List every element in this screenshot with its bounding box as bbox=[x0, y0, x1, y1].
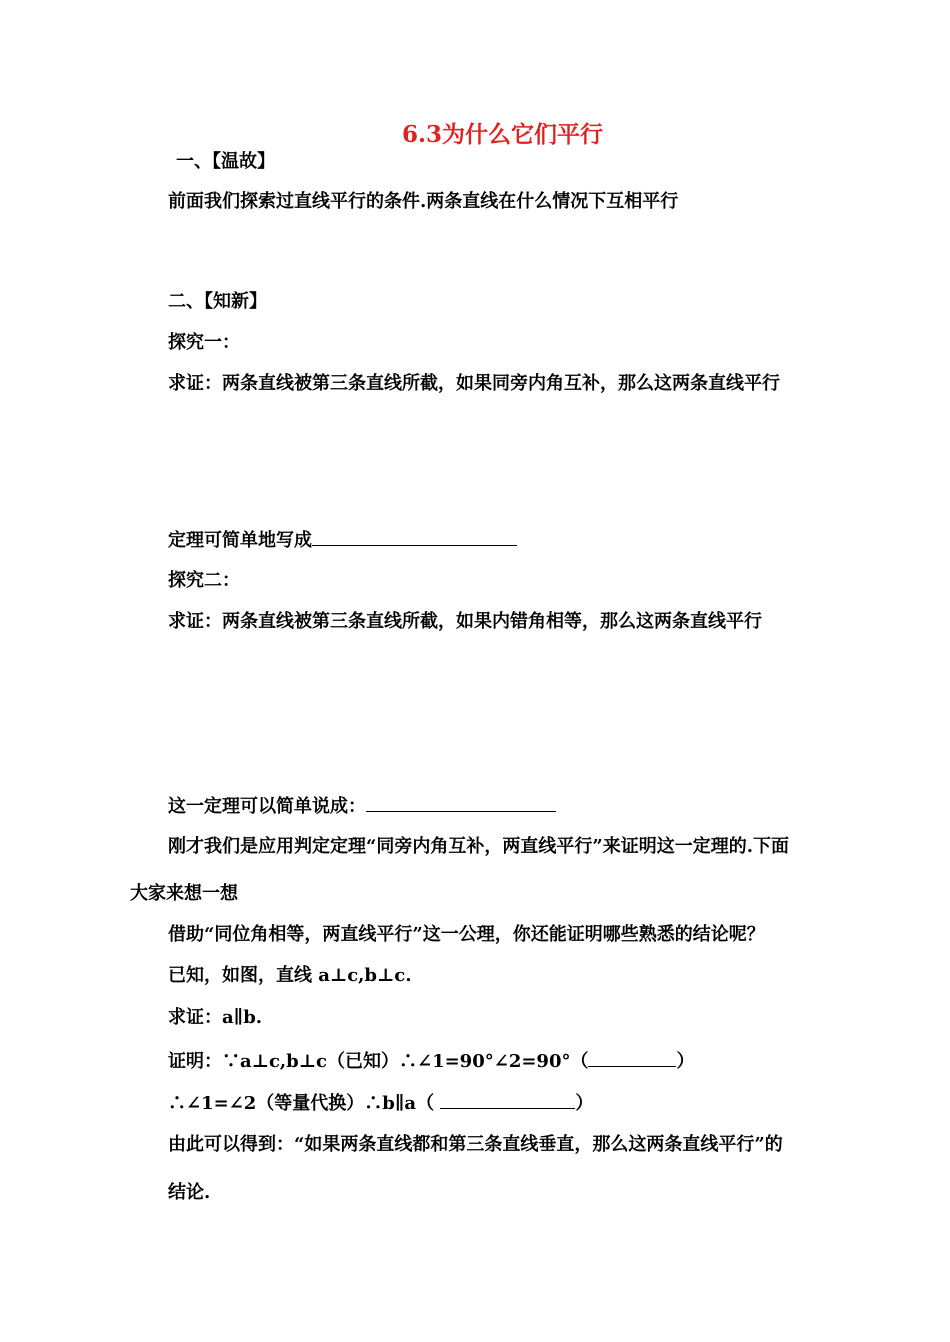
paragraph-line: 借助“同位角相等，两直线平行”这一公理，你还能证明哪些熟悉的结论呢？ bbox=[168, 924, 765, 945]
proof2-close: ） bbox=[575, 1093, 594, 1114]
proof-line-2 bbox=[168, 1090, 593, 1116]
paragraph-line: 刚才我们是应用判定定理“同旁内角互补，两直线平行”来证明这一定理的.下面 bbox=[168, 836, 789, 857]
proof2-blank[interactable] bbox=[440, 1090, 575, 1109]
proof1-close: ） bbox=[676, 1051, 695, 1072]
proof1-text: 证明：∵a⊥c,b⊥c（已知）∴∠1=90°∠2=90°（ bbox=[168, 1051, 589, 1072]
theorem1-line bbox=[168, 527, 517, 553]
theorem2-line bbox=[168, 793, 556, 819]
theorem2-text: 这一定理可以简单说成： bbox=[168, 796, 366, 817]
given-line: 已知，如图，直线 a⊥c,b⊥c. bbox=[168, 965, 412, 986]
proof-line-1 bbox=[168, 1048, 694, 1074]
explore2-label: 探究二： bbox=[168, 570, 240, 591]
explore1-text: 求证：两条直线被第三条直线所截，如果同旁内角互补，那么这两条直线平行 bbox=[168, 373, 780, 394]
section2-heading: 二、【知新】 bbox=[168, 291, 267, 312]
proof2-text: ∴∠1=∠2（等量代换）∴b∥a（ bbox=[168, 1093, 441, 1114]
paragraph-line: 大家来想一想 bbox=[130, 883, 238, 904]
theorem1-blank[interactable] bbox=[312, 527, 517, 546]
prove-line: 求证：a∥b. bbox=[168, 1007, 263, 1028]
theorem1-text: 定理可简单地写成 bbox=[168, 530, 312, 551]
proof1-blank[interactable] bbox=[588, 1048, 676, 1067]
conclusion-line: 结论. bbox=[168, 1182, 211, 1203]
section1-heading: 一、【温故】 bbox=[176, 151, 275, 172]
document-title: 6.3为什么它们平行 bbox=[402, 121, 604, 148]
explore2-text: 求证：两条直线被第三条直线所截，如果内错角相等，那么这两条直线平行 bbox=[168, 611, 762, 632]
theorem2-blank[interactable] bbox=[366, 793, 556, 812]
section1-text: 前面我们探索过直线平行的条件.两条直线在什么情况下互相平行 bbox=[168, 191, 679, 212]
conclusion-line: 由此可以得到：“如果两条直线都和第三条直线垂直，那么这两条直线平行”的 bbox=[168, 1134, 783, 1155]
explore1-label: 探究一： bbox=[168, 332, 240, 353]
